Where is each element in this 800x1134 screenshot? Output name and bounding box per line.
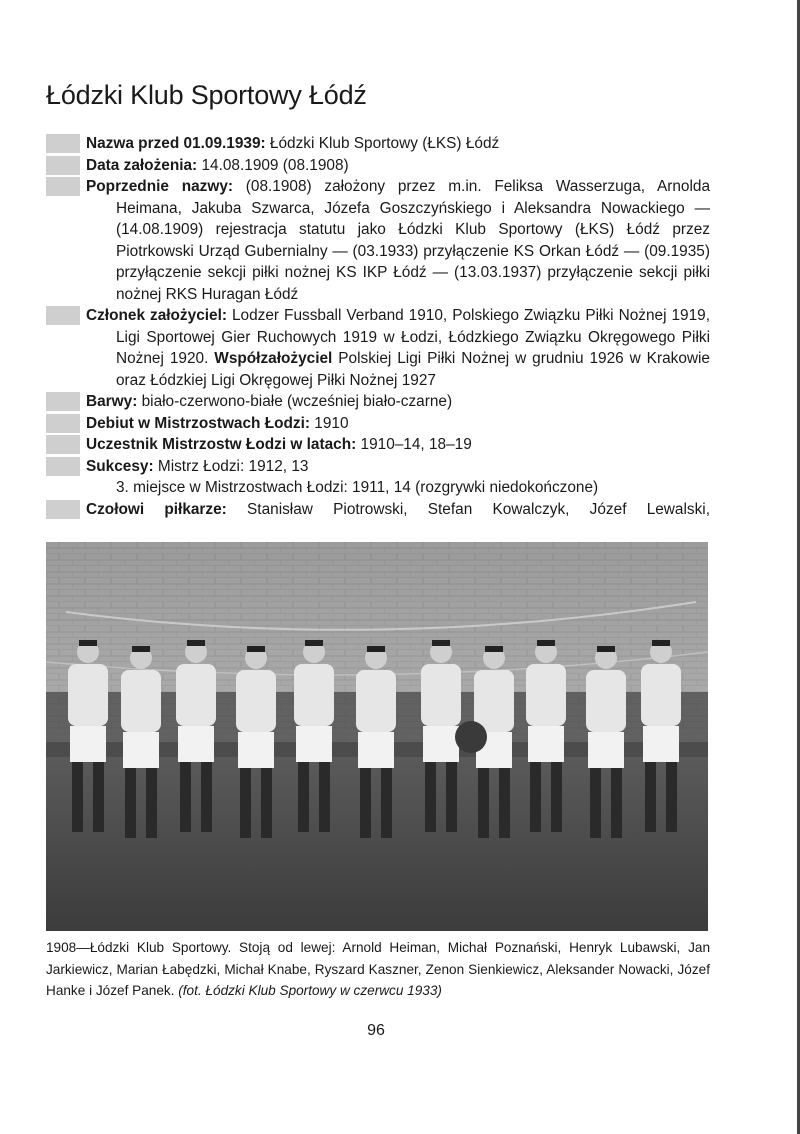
player-shorts [643, 726, 679, 762]
entry-label: Czołowi piłkarze: [86, 500, 227, 518]
player-shorts [588, 732, 624, 768]
entry-value: Łódzki Klub Sportowy (ŁKS) Łódź [265, 135, 500, 152]
photo-ground [46, 757, 708, 931]
entry-text [86, 133, 710, 155]
entry-value-line2: 3. miejsce w Mistrzostwach Łodzi: 1911, 14 (rozgrywki niedokończone) [116, 479, 599, 496]
player-shirt [474, 670, 514, 732]
player-shirt [294, 664, 334, 726]
player-leg [319, 762, 330, 832]
player-shorts [70, 726, 106, 762]
entry-marker [46, 500, 80, 519]
player-leg [180, 762, 191, 832]
player-leg [590, 768, 601, 838]
entry-label: Członek założyciel: [86, 307, 227, 324]
player-leg [240, 768, 251, 838]
entry-marker [46, 134, 80, 153]
entry-value: Stanisław Piotrowski, Stefan Kowalczyk, Józef Lewalski, [226, 500, 710, 518]
player-shorts [423, 726, 459, 762]
player-leg [72, 762, 83, 832]
caption-credit: (fot. Łódzki Klub Sportowy w czerwcu 1933) [178, 983, 442, 998]
entry-label: Nazwa przed 01.09.1939: [86, 135, 266, 152]
player-hair [305, 640, 323, 646]
page-title: Łódzki Klub Sportowy Łódź [46, 80, 367, 110]
entry-text [86, 456, 710, 478]
player-shirt [526, 664, 566, 726]
entry-marker [46, 392, 80, 411]
player-hair [485, 646, 503, 652]
club-info-list [46, 133, 710, 520]
entry-label: Debiut w Mistrzostwach Łodzi: [86, 414, 311, 432]
player-hair [597, 646, 615, 652]
entry-text [86, 305, 710, 391]
entry-value-secondary: Polskiej Ligi Piłki Nożnej w grudniu 1926 w Krakowie oraz Łódzkiej Ligi Okręgowej Piłki Nożnej 1927 [116, 350, 710, 389]
entry-value: Lodzer Fussball Verband 1910, Polskiego Związku Piłki Nożnej 1919, Ligi Sportowej Gier Ruchowych 1919 w Łodzi, Łódzkiego Związku Okręgowego Piłki Nożnej 1920. [116, 307, 710, 367]
entry-marker [46, 156, 80, 175]
player-leg [93, 762, 104, 832]
entry-uczestnik [46, 434, 710, 456]
entry-text [86, 413, 710, 435]
entry-value: 1910–14, 18–19 [356, 436, 472, 453]
entry-label-secondary: Współzałożyciel [214, 350, 333, 367]
player-shirt [421, 664, 461, 726]
entry-marker [46, 457, 80, 476]
player-leg [446, 762, 457, 832]
entry-value: biało-czerwono-białe (wcześniej biało-czarne) [137, 393, 453, 410]
player-leg [261, 768, 272, 838]
entry-value: (08.1908) założony przez m.in. Feliksa Wasserzuga, Arnolda Heimana, Jakuba Szwarca, Józefa Goszczyńskiego i Aleksandra Nowackiego — (14.08.1909) rejestracja statutu jako Łódzki Klub Sportowy (ŁKS) Łódź przez Piotrkowski Urząd Gubernialny — (03.1933) przyłączenie KS Orkan Łódź — (09.1935) przyłączenie sekcji piłki nożnej KS IKP Łódź — (13.03.1937) przyłączenie sekcji piłki nożnej RKS Huragan Łódź [116, 178, 711, 303]
page-number: 96 [367, 1022, 385, 1039]
player-hair [247, 646, 265, 652]
entry-text [86, 176, 710, 305]
entry-nazwa [46, 133, 710, 155]
entry-poprzednie-nazwy [46, 176, 710, 305]
entry-czlonek-zalozyciel [46, 305, 710, 391]
player-shorts [528, 726, 564, 762]
player-shorts [178, 726, 214, 762]
entry-label: Uczestnik Mistrzostw Łodzi w latach: [86, 436, 357, 453]
player-shirt [68, 664, 108, 726]
player-leg [611, 768, 622, 838]
player-hair [367, 646, 385, 652]
football [455, 721, 487, 753]
team-photo [46, 542, 708, 931]
entry-value: 1910 [310, 414, 349, 432]
player-leg [298, 762, 309, 832]
team-photo-graphic [46, 542, 708, 931]
player-shirt [176, 664, 216, 726]
player-leg [201, 762, 212, 832]
player-leg [381, 768, 392, 838]
player-leg [645, 762, 656, 832]
player-shirt [641, 664, 681, 726]
entry-label: Poprzednie nazwy: [86, 178, 234, 195]
entry-text [86, 155, 710, 177]
player-hair [132, 646, 150, 652]
player-leg [478, 768, 489, 838]
player-shirt [356, 670, 396, 732]
entry-label: Sukcesy: [86, 457, 154, 475]
player-shorts [358, 732, 394, 768]
caption-text: 1908—Łódzki Klub Sportowy. Stoją od lewej: Arnold Heiman, Michał Poznański, Henryk Lubawski, Jan Jarkiewicz, Marian Łabędzki, Michał Knabe, Ryszard Kaszner, Zenon Sienkiewicz, Aleksander Nowacki, Józef Hanke i Józef Panek. [46, 940, 710, 998]
entry-text [86, 391, 710, 413]
player-leg [125, 768, 136, 838]
entry-marker [46, 414, 80, 433]
entry-value: Mistrz Łodzi: 1912, 13 [153, 457, 309, 475]
entry-data-zalozenia [46, 155, 710, 177]
photo-caption [46, 937, 710, 1002]
entry-marker [46, 435, 80, 454]
entry-text [86, 499, 710, 521]
player-leg [530, 762, 541, 832]
player-leg [666, 762, 677, 832]
entry-debiut [46, 413, 710, 435]
entry-label: Barwy: [86, 393, 138, 410]
player-leg [551, 762, 562, 832]
entry-barwy [46, 391, 710, 413]
entry-marker [46, 177, 80, 196]
player-shorts [123, 732, 159, 768]
player-hair [432, 640, 450, 646]
player-shirt [586, 670, 626, 732]
entry-label: Data założenia: [86, 156, 198, 174]
player-hair [187, 640, 205, 646]
entry-marker [46, 306, 80, 325]
player-shirt [236, 670, 276, 732]
player-shorts [296, 726, 332, 762]
player-leg [425, 762, 436, 832]
player-hair [537, 640, 555, 646]
entry-czolowi-pilkarze [46, 499, 710, 521]
player-leg [360, 768, 371, 838]
player-shorts [238, 732, 274, 768]
entry-sukcesy [46, 456, 710, 499]
entry-value: 14.08.1909 (08.1908) [197, 156, 349, 174]
player-hair [652, 640, 670, 646]
player-shirt [121, 670, 161, 732]
player-hair [79, 640, 97, 646]
player-leg [499, 768, 510, 838]
entry-text [86, 434, 710, 456]
player-leg [146, 768, 157, 838]
